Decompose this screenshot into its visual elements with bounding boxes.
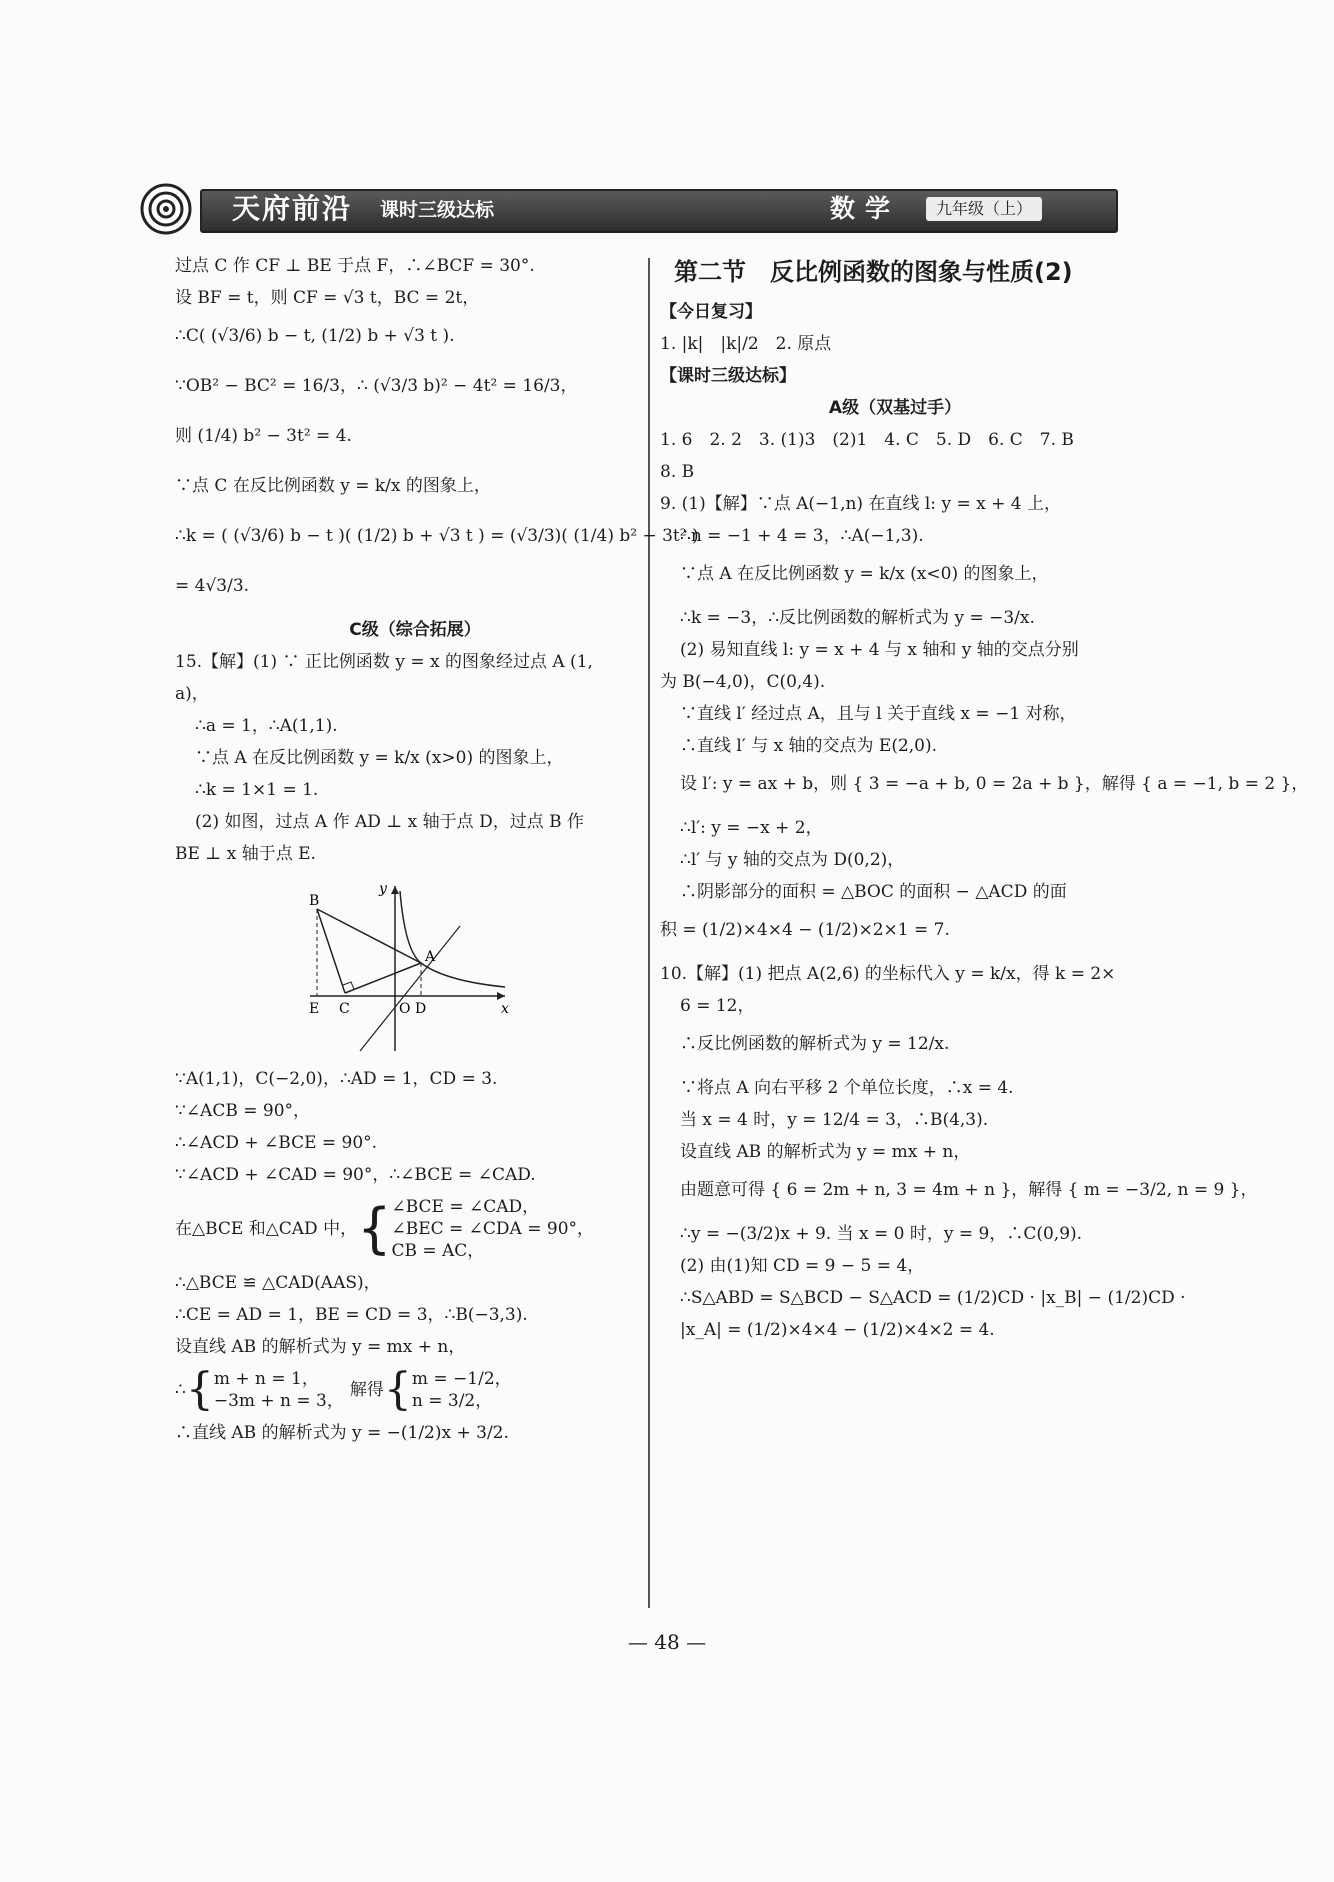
brace-icon: {	[383, 1364, 412, 1415]
q15-line: (2) 如图，过点 A 作 AD ⊥ x 轴于点 D，过点 B 作	[195, 812, 584, 832]
text-line: 设 BF = t，则 CF = √3 t，BC = 2t，	[175, 288, 480, 308]
text-line: ∴∠ACD + ∠BCE = 90°.	[175, 1133, 378, 1153]
page-number: — 48 —	[627, 1630, 707, 1654]
triangle-intro: 在△BCE 和△CAD 中，	[175, 1219, 358, 1239]
label-d: D	[415, 1001, 427, 1017]
q10-line: 10.【解】(1) 把点 A(2,6) 的坐标代入 y = k/x，得 k = 2×	[660, 964, 1116, 984]
a-level-title: A级（双基过手）	[828, 398, 962, 418]
q10-line: |x_A| = (1/2)×4×4 − (1/2)×4×2 = 4.	[680, 1320, 995, 1340]
q9-line: ∴l′: y = −x + 2，	[680, 818, 823, 838]
text-line: ∵∠ACB = 90°，	[175, 1101, 311, 1121]
q15-line: ∵点 A 在反比例函数 y = k/x (x>0) 的图象上，	[195, 748, 564, 768]
solution: n = 3/2，	[411, 1391, 493, 1411]
q10-line: 当 x = 4 时，y = 12/4 = 3，∴B(4,3).	[680, 1110, 989, 1130]
q10-line: ∴反比例函数的解析式为 y = 12/x.	[680, 1034, 950, 1054]
label-x: x	[501, 1001, 509, 1017]
label-y: y	[379, 881, 387, 897]
text-line: = 4√3/3.	[175, 576, 250, 596]
brand-title: 天府前沿	[232, 192, 353, 225]
q10-line: ∵将点 A 向右平移 2 个单位长度，∴x = 4.	[680, 1078, 1014, 1098]
subject-label: 数学	[830, 194, 901, 223]
page-header	[140, 183, 1118, 235]
equation: −3m + n = 3，	[213, 1391, 344, 1411]
brand-subtitle: 课时三级达标	[380, 199, 495, 221]
review-title: 【今日复习】	[660, 302, 762, 322]
q9-line: 9. (1)【解】∵点 A(−1,n) 在直线 l: y = x + 4 上，	[660, 494, 1061, 514]
triangle-proof	[175, 1196, 655, 1262]
q9-line: ∴直线 l′ 与 x 轴的交点为 E(2,0).	[680, 736, 938, 756]
q9-line: ∴n = −1 + 4 = 3，∴A(−1,3).	[680, 526, 924, 546]
q10-line: 6 = 12，	[680, 996, 755, 1016]
condition: CB = AC，	[391, 1241, 485, 1261]
text-line: ∵∠ACD + ∠CAD = 90°，∴∠BCE = ∠CAD.	[175, 1165, 536, 1185]
q9-line: 积 = (1/2)×4×4 − (1/2)×2×1 = 7.	[660, 920, 950, 940]
mc-answers: 8. B	[660, 462, 695, 482]
text-line: ∴k = ( (√3/6) b − t )( (1/2) b + √3 t ) = (√3/3)( (1/4) b² − 3t² )	[175, 526, 699, 546]
system-equations	[214, 1368, 344, 1412]
text-line: ∴C( (√3/6) b − t, (1/2) b + √3 t ).	[175, 326, 455, 346]
q9-line: ∴l′ 与 y 轴的交点为 D(0,2)，	[680, 850, 905, 870]
text-line: ∴CE = AD = 1，BE = CD = 3，∴B(−3,3).	[175, 1305, 528, 1325]
brace-icon: {	[185, 1364, 214, 1415]
q9-line: ∵点 A 在反比例函数 y = k/x (x<0) 的图象上，	[680, 564, 1049, 584]
q10-line: 设直线 AB 的解析式为 y = mx + n，	[680, 1142, 971, 1162]
system-solutions	[412, 1368, 512, 1412]
condition: ∠BEC = ∠CDA = 90°，	[391, 1219, 595, 1239]
q9-line: ∴阴影部分的面积 = △BOC 的面积 − △ACD 的面	[680, 882, 1067, 902]
review-answers: 1. |k| |k|/2 2. 原点	[660, 334, 832, 354]
text-line: ∵点 C 在反比例函数 y = k/x 的图象上，	[175, 476, 491, 496]
q15-line: ∴a = 1，∴A(1,1).	[195, 716, 338, 736]
text-line: ∴△BCE ≌ △CAD(AAS)，	[175, 1273, 381, 1293]
text-line: 则 (1/4) b² − 3t² = 4.	[175, 426, 352, 446]
text-line: 设直线 AB 的解析式为 y = mx + n，	[175, 1337, 466, 1357]
label-o: O	[399, 1001, 411, 1017]
q15-line: 15.【解】(1) ∵ 正比例函数 y = x 的图象经过点 A (1,	[175, 652, 593, 672]
triangle-conditions	[391, 1196, 594, 1262]
text-line: ∵OB² − BC² = 16/3，∴ (√3/3 b)² − 4t² = 16/3，	[175, 376, 578, 396]
equation: m + n = 1，	[213, 1369, 319, 1389]
system-solution: ∴ { m + n = 1， −3m + n = 3， 解得 { m = −1/2， n = 3/2，	[175, 1364, 512, 1415]
q10-line: ∴S△ABD = S△BCD − S△ACD = (1/2)CD · |x_B| − (1/2)CD ·	[680, 1288, 1186, 1308]
section-title: 第二节 反比例函数的图象与性质(2)	[674, 258, 1073, 286]
label-a: A	[425, 949, 436, 965]
label-b: B	[309, 893, 320, 909]
q9-line: 为 B(−4,0)，C(0,4).	[660, 672, 826, 692]
q15-line: ∴k = 1×1 = 1.	[195, 780, 319, 800]
q10-line: 由题意可得 { 6 = 2m + n, 3 = 4m + n }，解得 { m = −3/2, n = 9 }，	[680, 1180, 1258, 1200]
label-e: E	[309, 1001, 320, 1017]
label-c: C	[339, 1001, 350, 1017]
grade-badge: 九年级（上）	[926, 197, 1042, 221]
mc-answers: 1. 6 2. 2 3. (1)3 (2)1 4. C 5. D 6. C 7. B	[660, 430, 1074, 450]
solve-word: 解得	[349, 1380, 384, 1400]
q9-line: ∴k = −3，∴反比例函数的解析式为 y = −3/x.	[680, 608, 1035, 628]
q9-line: 设 l′: y = ax + b，则 { 3 = −a + b, 0 = 2a + b }，解得 { a = −1, b = 2 }，	[680, 774, 1309, 794]
q9-line: (2) 易知直线 l: y = x + 4 与 x 轴和 y 轴的交点分别	[680, 640, 1079, 660]
q9-line: ∵直线 l′ 经过点 A，且与 l 关于直线 x = −1 对称，	[680, 704, 1077, 724]
target-logo-icon	[140, 183, 192, 235]
condition: ∠BCE = ∠CAD，	[391, 1197, 540, 1217]
q10-line: (2) 由(1)知 CD = 9 − 5 = 4，	[680, 1256, 925, 1276]
right-column	[660, 255, 1309, 1351]
text-line: ∵A(1,1)，C(−2,0)，∴AD = 1，CD = 3.	[175, 1069, 498, 1089]
solution: m = −1/2，	[411, 1369, 512, 1389]
q15-line: a)，	[175, 684, 209, 704]
text-line: 过点 C 作 CF ⊥ BE 于点 F，∴∠BCF = 30°.	[175, 256, 535, 276]
q10-line: ∴y = −(3/2)x + 9. 当 x = 0 时，y = 9，∴C(0,9).	[680, 1224, 1083, 1244]
target-title: 【课时三级达标】	[660, 366, 796, 386]
final-line: ∴直线 AB 的解析式为 y = −(1/2)x + 3/2.	[175, 1423, 509, 1443]
q15-line: BE ⊥ x 轴于点 E.	[175, 844, 316, 864]
brace-icon: {	[357, 1197, 392, 1260]
c-level-title: C级（综合拓展）	[349, 620, 481, 640]
geometry-figure	[305, 881, 515, 1056]
